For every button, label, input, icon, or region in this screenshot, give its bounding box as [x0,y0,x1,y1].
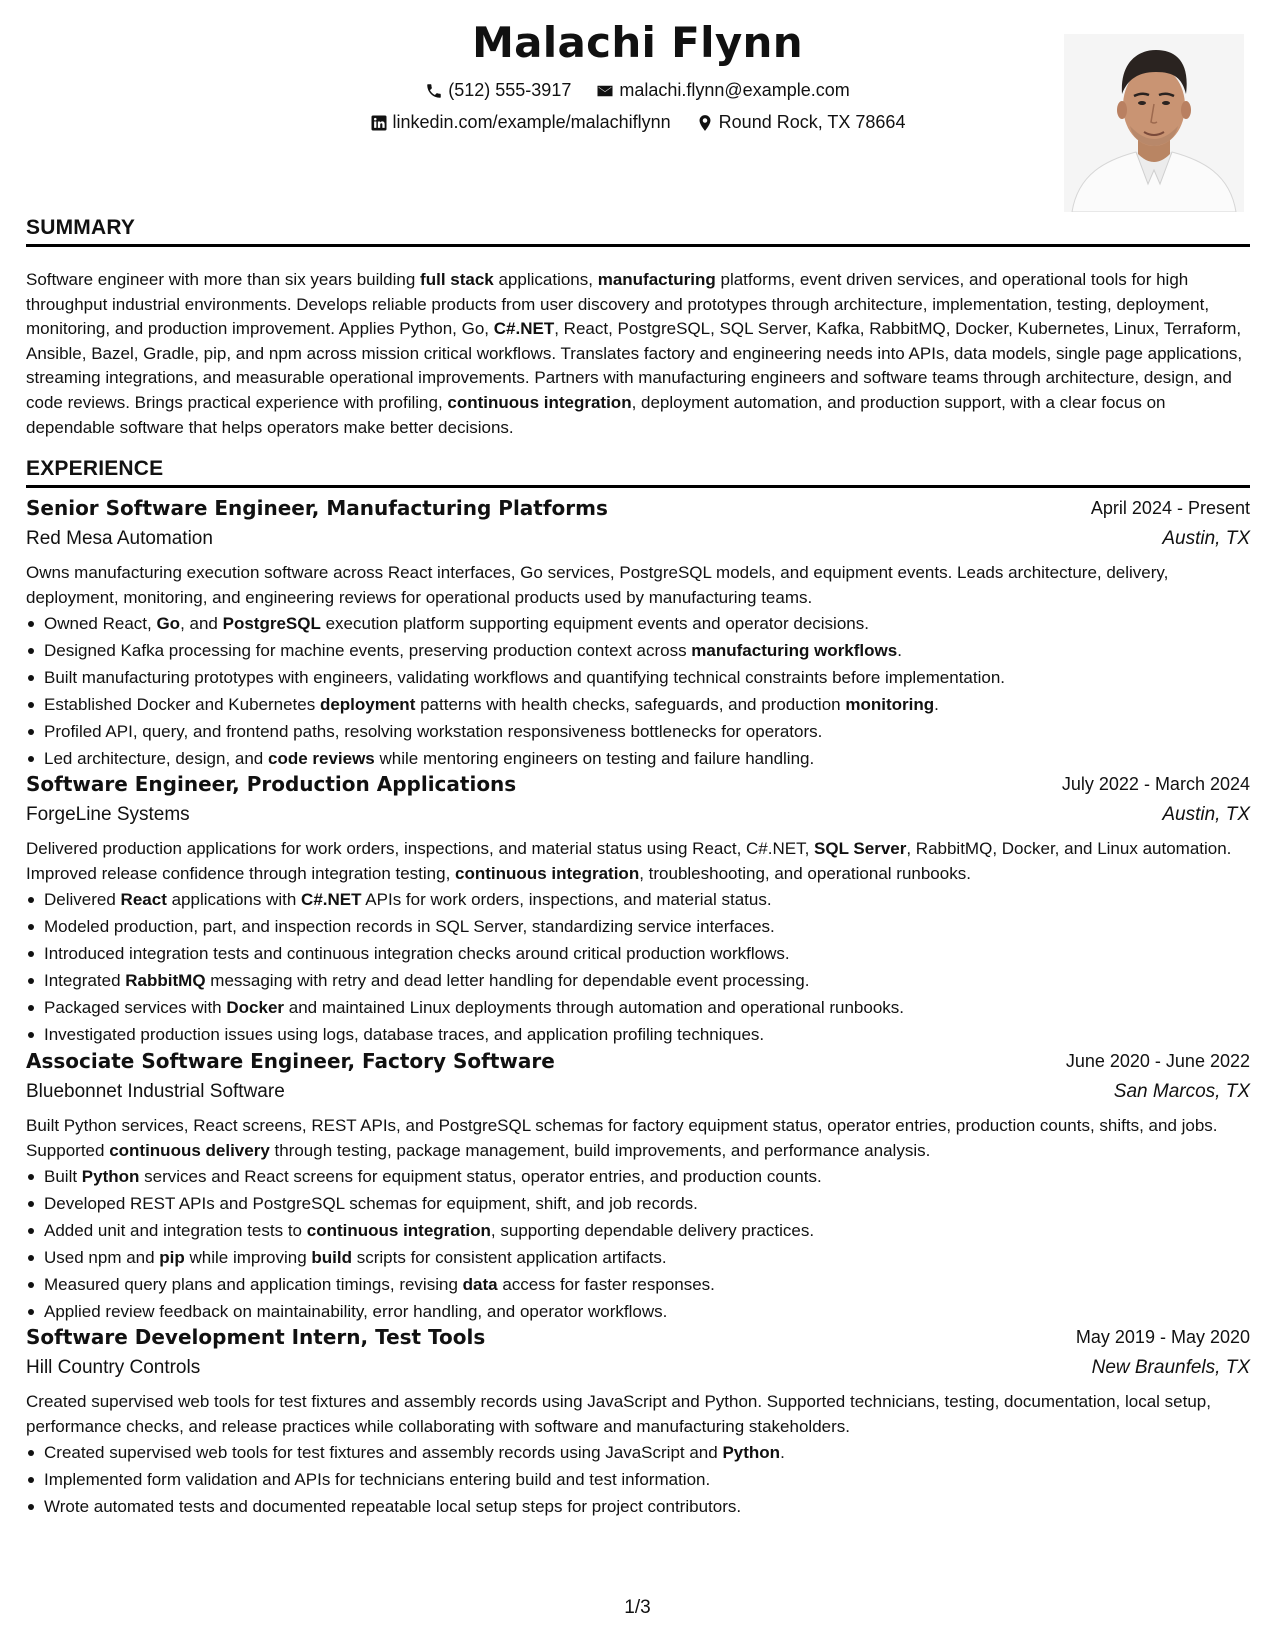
bullet-item: Integrated RabbitMQ messaging with retry and dead letter handling for dependable event processing. [26,967,1250,994]
phone-icon [425,82,443,100]
bullet-item: Established Docker and Kubernetes deployment patterns with health checks, safeguards, and production monitoring. [26,691,1250,718]
company-name: ForgeLine Systems [26,804,190,825]
bullet-item: Modeled production, part, and inspection records in SQL Server, standardizing service interfaces. [26,913,1250,940]
email-item[interactable] [596,80,849,101]
bullet-item: Used npm and pip while improving build scripts for consistent application artifacts. [26,1244,1250,1271]
bullet-item: Led architecture, design, and code reviews while mentoring engineers on testing and failure handling. [26,745,1250,772]
summary-text: Software engineer with more than six years building full stack applications, manufacturing platforms, event driven services, and operational tools for high throughput industrial environments. Develops reliable products from user discovery and prototypes through architecture, implementation, testing, deployment, monitoring, and production improvement. Applies Python, Go, C#.NET, React, PostgreSQL, SQL Server, Kafka, RabbitMQ, Docker, Kubernetes, Linux, Terraform, Ansible, Bazel, Gradle, pip, and npm across mission critical workflows. Translates factory and engineering needs into APIs, data models, single page applications, streaming integrations, and measurable operational improvements. Partners with manufacturing engineers and software teams through architecture, design, and code reviews. Brings practical experience with profiling, continuous integration, deployment automation, and production support, with a clear focus on dependable software that helps operators make better decisions. [26,270,1243,437]
company-name: Hill Country Controls [26,1357,201,1378]
page-number: 1/3 [624,1597,651,1618]
bullet-item: Profiled API, query, and frontend paths, resolving workstation responsiveness bottlenecks for operators. [26,718,1250,745]
job-location: Austin, TX [1162,804,1250,825]
company-name: Bluebonnet Industrial Software [26,1081,285,1102]
emphasis-text: SQL Server [814,839,907,858]
envelope-icon [596,82,614,100]
emphasis-text: continuous integration [455,863,640,883]
job-description: Delivered production applications for work orders, inspections, and material status using React, C#.NET, SQL Server, RabbitMQ, Docker, and Linux automation. Improved release confidence through integration testing, continuous integration, troubleshooting, and operational runbooks. [26,839,1232,883]
emphasis-text: Docker [226,998,285,1018]
bullet-item: Added unit and integration tests to continuous integration, supporting dependable delivery practices. [26,1217,1250,1244]
job-dates: June 2020 - June 2022 [1065,1051,1250,1071]
bullet-item: Built manufacturing prototypes with engineers, validating workflows and quantifying technical constraints before implementation. [26,664,1250,691]
emphasis-text: manufacturing [597,270,716,289]
resume-header [0,0,1275,215]
emphasis-text: C#.NET [493,319,555,339]
linkedin-item[interactable] [370,112,671,133]
emphasis-text: build [311,1248,353,1268]
emphasis-text: Python [722,1443,781,1463]
job-description: Owns manufacturing execution software across React interfaces, Go services, PostgreSQL models, and equipment events. Leads architecture, delivery, deployment, monitoring, and engineering reviews for operational products used by manufacturing teams. [26,563,1169,607]
bullet-item: Developed REST APIs and PostgreSQL schemas for equipment, shift, and job records. [26,1190,1250,1217]
bullet-item: Measured query plans and application timings, revising data access for faster responses. [26,1271,1250,1298]
company-name: Red Mesa Automation [26,528,213,549]
emphasis-text: continuous integration [306,1221,491,1241]
job-description: Created supervised web tools for test fixtures and assembly records using JavaScript and Python. Supported technicians, testing, documentation, local setup, performance checks, and release practices while collaborating with software and manufacturing stakeholders. [26,1392,1211,1436]
emphasis-text: pip [159,1248,185,1268]
email-text[interactable]: malachi.flynn@example.com [619,80,850,100]
bullet-item: Built Python services and React screens for equipment status, operator entries, and production counts. [26,1163,1250,1190]
job-bullets [26,610,1250,772]
phone-item [425,80,571,101]
phone-text: (512) 555-3917 [448,80,572,100]
job-description: Built Python services, React screens, REST APIs, and PostgreSQL schemas for factory equipment status, operator entries, production counts, shifts, and jobs. Supported continuous delivery through testing, package management, build improvements, and performance analysis. [26,1116,1218,1160]
job-entry [26,772,1250,1048]
emphasis-text: C#.NET [301,890,362,910]
profile-photo [1064,34,1244,212]
job-bullets [26,1439,1250,1520]
job-title: Senior Software Engineer, Manufacturing Platforms [26,496,608,520]
job-location: Austin, TX [1162,528,1250,549]
job-location: San Marcos, TX [1113,1081,1250,1102]
emphasis-text: monitoring [845,695,935,715]
job-location: New Braunfels, TX [1091,1357,1250,1378]
bullet-item: Investigated production issues using logs, database traces, and application profiling techniques. [26,1021,1250,1048]
bullet-item: Introduced integration tests and continuous integration checks around critical production workflows. [26,940,1250,967]
job-title: Software Development Intern, Test Tools [26,1325,486,1349]
map-pin-icon [696,114,714,132]
emphasis-text: Go [156,614,181,634]
emphasis-text: RabbitMQ [125,971,206,991]
location-item [696,112,906,133]
emphasis-text: continuous delivery [109,1140,270,1160]
emphasis-text: full stack [420,270,494,289]
bullet-item: Implemented form validation and APIs for technicians entering build and test information. [26,1466,1250,1493]
linkedin-text[interactable]: linkedin.com/example/malachiflynn [392,112,671,132]
job-entry [26,496,1250,772]
emphasis-text: Python [81,1167,140,1187]
location-text: Round Rock, TX 78664 [718,112,906,132]
summary-heading: SUMMARY [26,216,1250,247]
emphasis-text: React [120,890,167,910]
candidate-name: Malachi Flynn [472,18,803,67]
bullet-item: Created supervised web tools for test fixtures and assembly records using JavaScript and Python. [26,1439,1250,1466]
job-bullets [26,1163,1250,1325]
emphasis-text: continuous integration [447,392,632,412]
linkedin-icon [370,114,388,132]
job-title: Software Engineer, Production Applications [26,772,517,796]
bullet-item: Designed Kafka processing for machine events, preserving production context across manufacturing workflows. [26,637,1250,664]
bullet-item: Packaged services with Docker and maintained Linux deployments through automation and operational runbooks. [26,994,1250,1021]
job-dates: July 2022 - March 2024 [1061,774,1250,794]
job-entry [26,1325,1250,1520]
job-dates: April 2024 - Present [1090,498,1250,518]
emphasis-text: code reviews [267,749,375,769]
job-entry [26,1049,1250,1325]
bullet-item: Applied review feedback on maintainability, error handling, and operator workflows. [26,1298,1250,1325]
emphasis-text: data [462,1275,498,1295]
bullet-item: Owned React, Go, and PostgreSQL execution platform supporting equipment events and operator decisions. [26,610,1250,637]
experience-heading: EXPERIENCE [26,457,1250,488]
bullet-item: Delivered React applications with C#.NET APIs for work orders, inspections, and material status. [26,886,1250,913]
job-bullets [26,886,1250,1048]
bullet-item: Wrote automated tests and documented repeatable local setup steps for project contributors. [26,1493,1250,1520]
emphasis-text: PostgreSQL [222,614,321,634]
job-title: Associate Software Engineer, Factory Software [26,1049,555,1073]
job-dates: May 2019 - May 2020 [1075,1327,1250,1347]
emphasis-text: deployment [319,695,416,715]
emphasis-text: manufacturing workflows [691,641,898,661]
